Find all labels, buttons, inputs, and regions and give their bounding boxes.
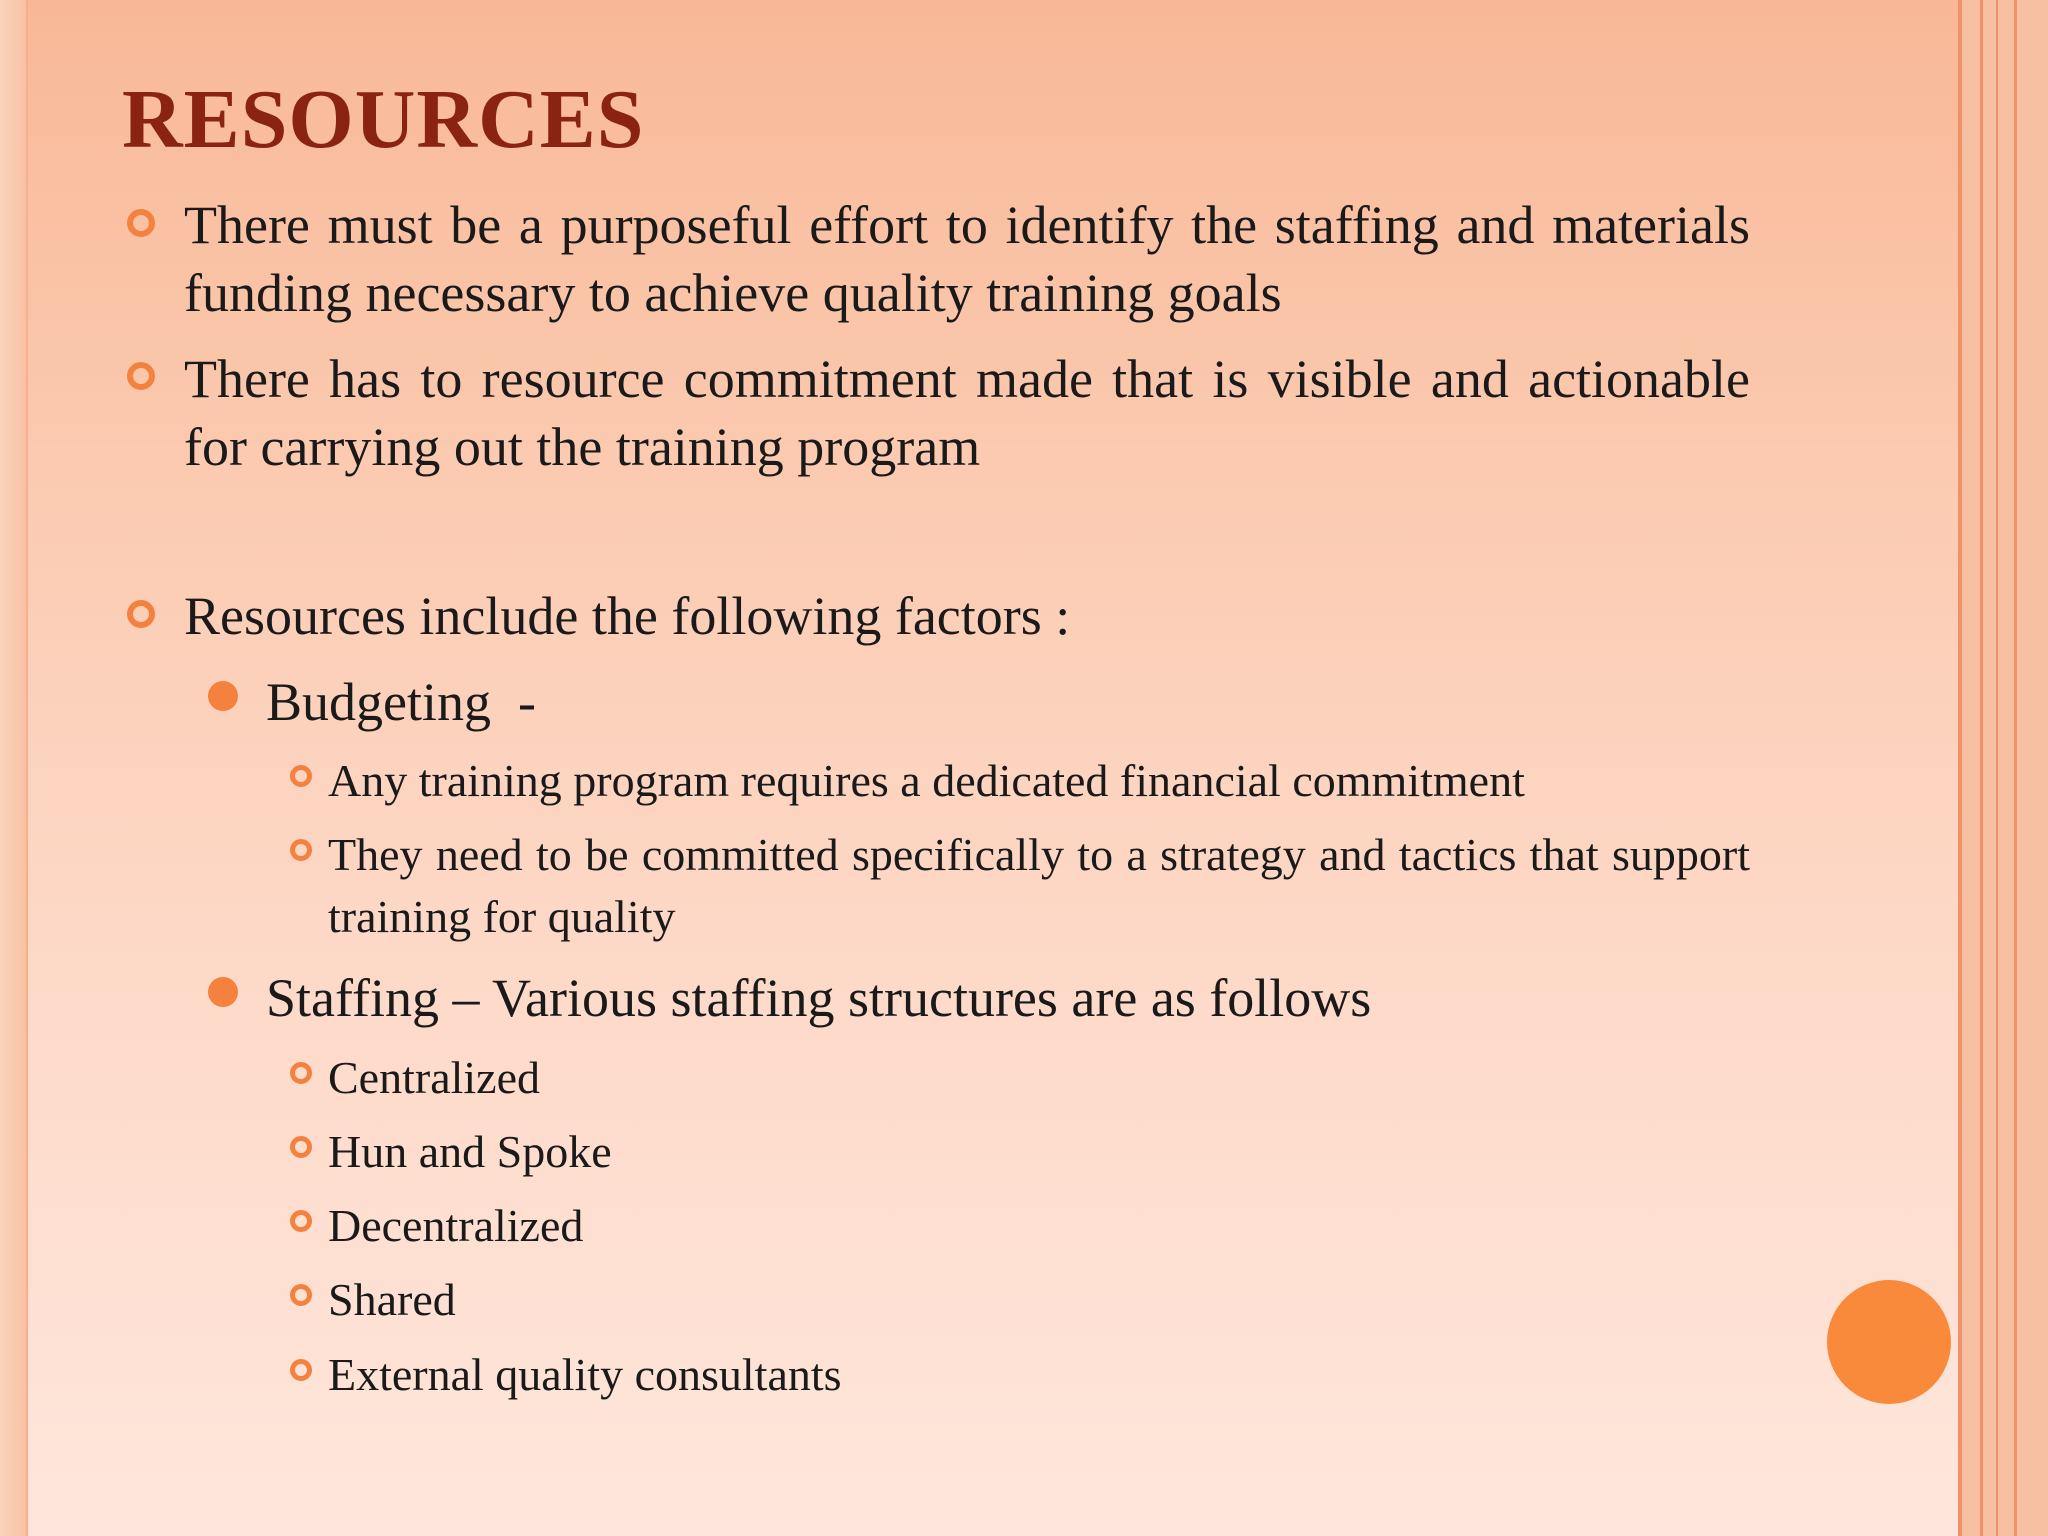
hollow-circle-bullet-icon	[127, 362, 155, 390]
filled-circle-bullet-icon	[208, 977, 238, 1007]
hollow-circle-bullet-icon	[127, 600, 155, 628]
factor-label: Staffing – Various staffing structures are as follows	[266, 968, 1372, 1028]
hollow-circle-bullet-icon	[290, 1062, 312, 1084]
hollow-circle-bullet-icon	[290, 1284, 312, 1306]
bullet-text: There has to resource commitment made that is visible and actionable for carrying out the training program	[184, 349, 1750, 477]
hollow-circle-bullet-icon	[290, 765, 312, 787]
bullet-text: Resources include the following factors :	[184, 586, 1071, 646]
staffing-structure-item: Decentralized	[328, 1200, 584, 1251]
factor-item: They need to be committed specifically to a strategy and tactics that support training for quality	[328, 829, 1750, 942]
factor-label: Budgeting -	[266, 672, 536, 732]
right-border-line	[2014, 0, 2017, 1536]
staffing-structure-item: Hun and Spoke	[328, 1126, 612, 1177]
right-border-line	[1958, 0, 1962, 1536]
bullet-text: There must be a purposeful effort to identify the staffing and materials funding necessary to achieve quality training goals	[184, 195, 1750, 323]
hollow-circle-bullet-icon	[290, 1136, 312, 1158]
staffing-structure-item: Centralized	[328, 1052, 541, 1103]
right-border-line	[1980, 0, 1983, 1536]
hollow-circle-bullet-icon	[290, 839, 312, 861]
hollow-circle-bullet-icon	[127, 209, 155, 237]
hollow-circle-bullet-icon	[290, 1359, 312, 1381]
staffing-structure-item: External quality consultants	[328, 1349, 842, 1400]
right-border-line	[1996, 0, 1998, 1536]
left-edge-strip	[0, 0, 28, 1536]
hollow-circle-bullet-icon	[290, 1210, 312, 1232]
filled-circle-bullet-icon	[208, 681, 238, 711]
orange-circle-icon	[1827, 1280, 1951, 1404]
staffing-structure-item: Shared	[328, 1274, 456, 1325]
factor-item: Any training program requires a dedicated financial commitment	[328, 755, 1525, 806]
slide-title: RESOURCES	[122, 73, 645, 166]
right-edge-panel	[1962, 0, 2048, 1536]
